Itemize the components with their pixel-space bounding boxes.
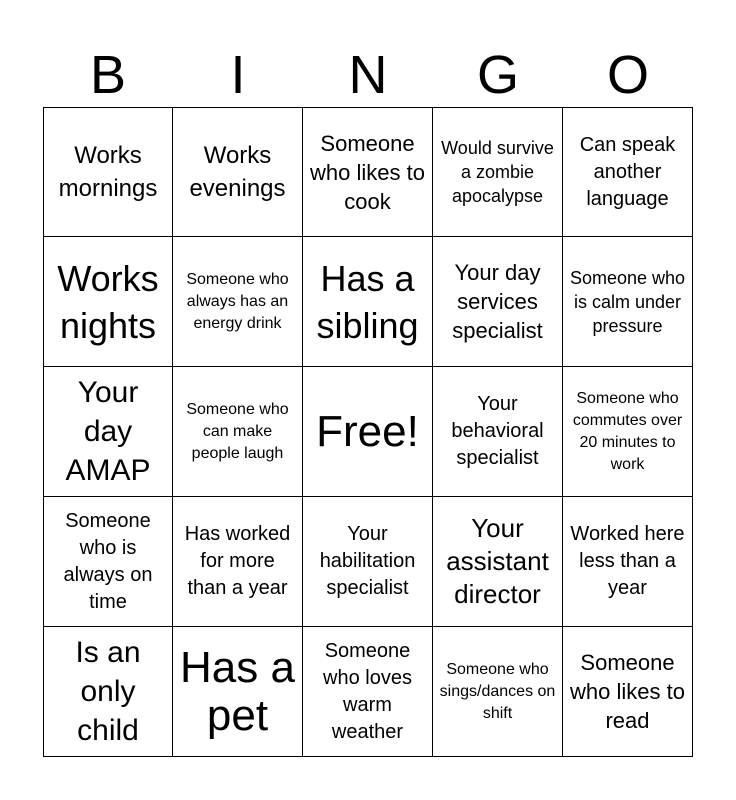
header-letter-o: O — [606, 45, 649, 105]
cell-text: Has worked for more than a year — [184, 523, 291, 599]
cell-text: Works mornings — [58, 142, 158, 202]
cell-text: Your day AMAP — [65, 376, 151, 487]
bingo-cell[interactable] — [433, 367, 563, 497]
bingo-cell[interactable] — [433, 237, 563, 367]
header-letter-g: G — [476, 45, 519, 105]
cell-text: Someone who commutes over 20 minutes to work — [572, 389, 683, 473]
bingo-cell[interactable] — [433, 627, 563, 757]
bingo-cell[interactable] — [173, 627, 303, 757]
cell-text: Someone who is always on time — [63, 509, 153, 613]
bingo-cell[interactable] — [43, 497, 173, 627]
bingo-cell[interactable] — [433, 107, 563, 237]
cell-text: Has a sibling — [316, 257, 419, 346]
bingo-cell[interactable] — [303, 627, 433, 757]
cell-text: Someone who likes to cook — [310, 130, 425, 214]
cell-text: Is an only child — [75, 636, 141, 747]
header-letter-b: B — [89, 45, 127, 105]
bingo-cell[interactable] — [563, 367, 693, 497]
bingo-cell[interactable] — [43, 367, 173, 497]
header-letter-n: N — [348, 45, 388, 105]
bingo-cell[interactable] — [173, 237, 303, 367]
cell-text: Someone who loves warm weather — [323, 639, 412, 743]
bingo-cell[interactable] — [563, 497, 693, 627]
cell-text: Someone who always has an energy drink — [186, 270, 289, 332]
free-space-text: Free! — [316, 406, 419, 456]
cell-text: Has a pet — [180, 642, 295, 740]
bingo-cell[interactable] — [303, 237, 433, 367]
bingo-cell[interactable] — [173, 367, 303, 497]
cell-text: Your day services specialist — [452, 260, 543, 343]
bingo-cell[interactable] — [563, 237, 693, 367]
bingo-cell[interactable] — [303, 497, 433, 627]
bingo-cell[interactable] — [43, 237, 173, 367]
bingo-cell[interactable] — [563, 107, 693, 237]
bingo-grid — [43, 107, 693, 757]
cell-text: Someone who sings/dances on shift — [439, 660, 556, 722]
header-letter-i: I — [230, 45, 246, 105]
cell-text: Someone who likes to read — [570, 650, 685, 733]
cell-text: Can speak another language — [579, 133, 676, 210]
cell-text: Your habilitation specialist — [319, 523, 416, 599]
cell-text: Would survive a zombie apocalypse — [441, 138, 554, 206]
cell-text: Your behavioral specialist — [451, 393, 544, 469]
bingo-cell[interactable] — [43, 107, 173, 237]
cell-text: Someone who can make people laugh — [186, 400, 289, 462]
cell-text: Worked here less than a year — [570, 523, 685, 599]
bingo-cell[interactable] — [563, 627, 693, 757]
bingo-cell[interactable] — [303, 107, 433, 237]
bingo-cell[interactable] — [43, 627, 173, 757]
cell-text: Works nights — [57, 257, 159, 346]
bingo-cell[interactable] — [433, 497, 563, 627]
cell-text: Your assistant director — [446, 513, 549, 609]
cell-text: Works evenings — [189, 142, 286, 202]
free-space[interactable] — [303, 367, 433, 497]
bingo-cell[interactable] — [173, 497, 303, 627]
bingo-cell[interactable] — [173, 107, 303, 237]
bingo-header — [43, 44, 693, 106]
cell-text: Someone who is calm under pressure — [569, 267, 686, 336]
